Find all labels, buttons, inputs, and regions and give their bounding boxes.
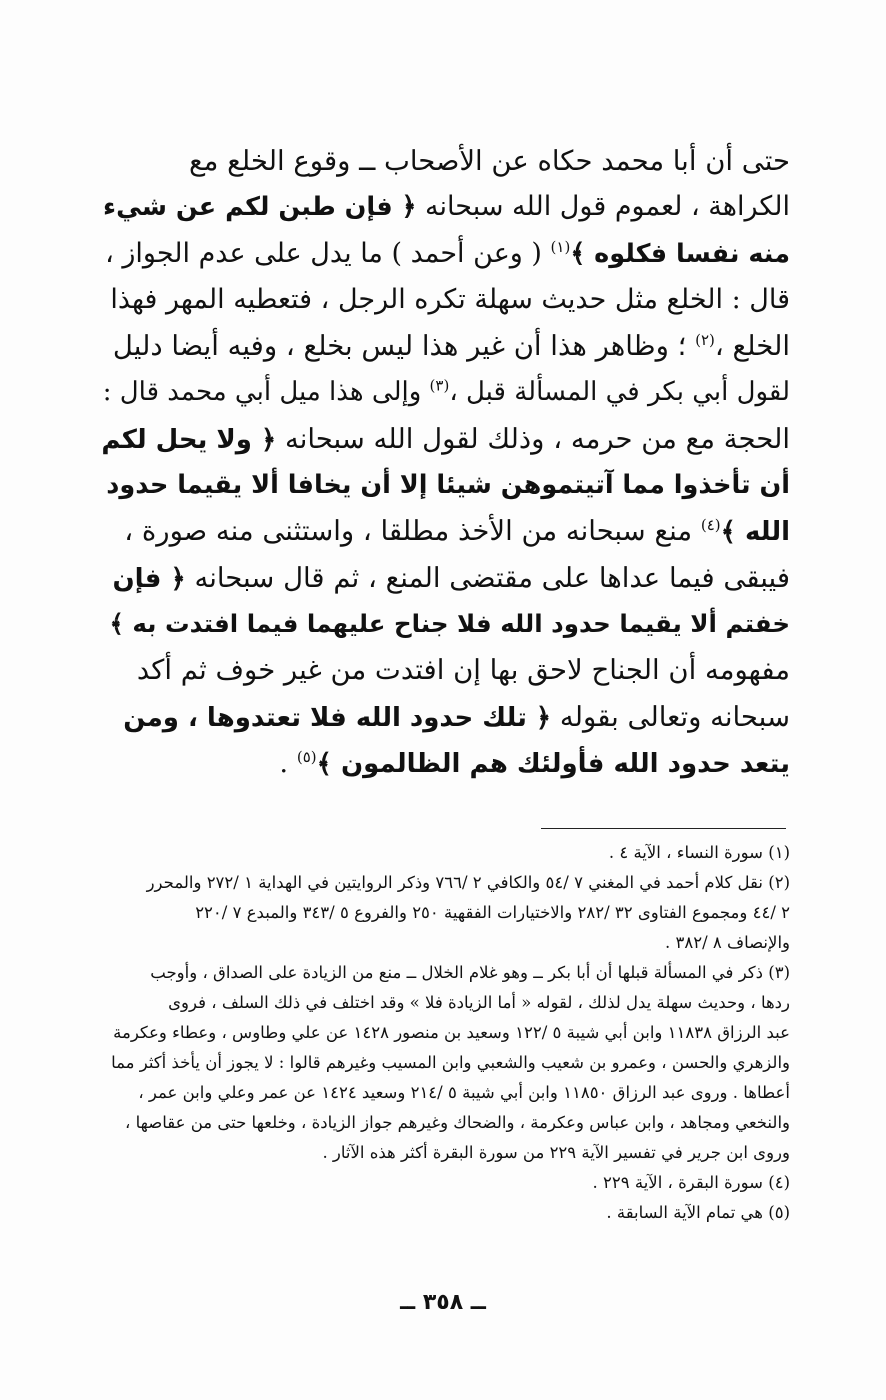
- body-text: حتى أن أبا محمد حكاه عن الأصحاب ــ وقوع الخلع مع: [189, 145, 790, 177]
- footnote: [100, 1168, 790, 1198]
- body-text: سبحانه وتعالى بقوله: [551, 700, 790, 733]
- body-text: ( وعن أحمد ) ما يدل على عدم الجواز ،: [105, 237, 551, 269]
- footnote: [100, 958, 790, 1168]
- quran-verse-text: ﴿ فإن: [112, 563, 186, 594]
- footnote-line: (١) سورة النساء ، الآية ٤ .: [608, 843, 790, 862]
- text-line: [100, 740, 790, 786]
- body-text: الحجة مع من حرمه ، وذلك لقول الله سبحانه: [276, 422, 790, 455]
- quran-verse-text: منه نفسا فكلوه ﴾: [570, 238, 790, 269]
- text-line: [100, 508, 790, 554]
- body-text: الخلع ،: [714, 330, 790, 363]
- footnote-ref: (٥): [296, 747, 317, 766]
- footnote-ref: (٤): [700, 516, 721, 535]
- footnote-line: والنخعي ومجاهد ، وابن عباس وعكرمة ، والضحاك وغيرهم جواز الزيادة ، وخلعها حتى من عقاصها ،: [125, 1113, 790, 1132]
- footnote-line: والإنصاف ٨ /٣٨٢ .: [664, 933, 790, 952]
- text-line: [100, 277, 790, 323]
- main-text-body: [100, 138, 790, 786]
- quran-verse-text: ﴿ تلك حدود الله فلا تعتدوها ، ومن: [123, 702, 552, 733]
- text-line: [100, 647, 790, 693]
- footnote-ref: (١): [550, 237, 571, 256]
- body-text: لقول أبي بكر في المسألة قبل ،: [449, 377, 790, 408]
- body-text: الكراهة ، لعموم قول الله سبحانه: [416, 191, 790, 223]
- footnote-line: أعطاها . وروى عبد الرزاق ١١٨٥٠ وابن أبي شيبة ٥ /٢١٤ وسعيد ١٤٢٤ عن عمر وعلي وابن عمر ،: [138, 1083, 790, 1102]
- footnote-ref: (٢): [695, 331, 715, 350]
- footnotes-section: [100, 838, 790, 1228]
- quran-verse-text: الله ﴾: [720, 517, 790, 548]
- quran-verse-text: ﴿ ولا يحل لكم: [101, 424, 277, 455]
- quran-verse-text: يتعد حدود الله فأولئك هم الظالمون ﴾: [316, 748, 790, 779]
- text-line: [100, 555, 790, 601]
- text-line: [100, 323, 790, 369]
- body-text: قال : الخلع مثل حديث سهلة تكره الرجل ، فتعطيه المهر فهذا: [110, 283, 790, 315]
- footnote: [100, 868, 790, 958]
- quran-verse-text: خفتم ألا يقيما حدود الله فلا جناح عليهما فيما افتدت به ﴾: [109, 608, 790, 638]
- footnote-line: وروى ابن جرير في تفسير الآية ٢٢٩ من سورة البقرة أكثر هذه الآثار .: [322, 1143, 790, 1162]
- footnote-line: (٣) ذكر في المسألة قبلها أن أبا بكر ــ وهو غلام الخلال ــ منع من الزيادة على الصداق ، وأوجب: [150, 963, 790, 982]
- page-number: ــ ٣٥٨ ــ: [400, 1290, 486, 1315]
- text-line: [100, 601, 790, 647]
- text-line: [100, 369, 790, 415]
- text-line: [100, 416, 790, 462]
- text-line: [100, 138, 790, 184]
- quran-verse-text: أن تأخذوا مما آتيتموهن شيئا إلا أن يخافا ألا يقيما حدود: [106, 470, 790, 501]
- body-text: منع سبحانه من الأخذ مطلقا ، واستثنى منه صورة ،: [124, 515, 701, 548]
- footnote-line: ردها ، وحديث سهلة يدل لذلك ، لقوله « أما الزيادة فلا » وقد اختلف في ذلك السلف ، فروى: [168, 993, 790, 1012]
- text-line: [100, 231, 790, 277]
- footnote-separator: [541, 828, 786, 829]
- text-line: [100, 462, 790, 508]
- body-text: مفهومه أن الجناح لاحق بها إن افتدت من غير خوف ثم أكد: [136, 654, 790, 687]
- text-line: [100, 694, 790, 740]
- quran-verse-text: ﴿ فإن طبن لكم عن شيء: [103, 192, 417, 223]
- footnote: [100, 838, 790, 868]
- footnote-ref: (٣): [429, 376, 450, 395]
- footnote-line: والزهري والحسن ، وعمرو بن شعيب والشعبي وابن المسيب وغيرهم قالوا : لا يجوز أن يأخذ أكثر مما: [111, 1053, 790, 1072]
- body-text: .: [279, 746, 297, 779]
- footnote-line: (٤) سورة البقرة ، الآية ٢٢٩ .: [592, 1173, 790, 1192]
- footnote-line: عبد الرزاق ١١٨٣٨ وابن أبي شيبة ٥ /١٢٢ وسعيد بن منصور ١٤٢٨ عن علي وطاوس ، وعطاء وعكرمة: [113, 1023, 790, 1042]
- text-line: [100, 184, 790, 230]
- footnote: [100, 1198, 790, 1228]
- body-text: ؛ وظاهر هذا أن غير هذا ليس بخلع ، وفيه أيضا دليل: [112, 330, 696, 363]
- footnote-line: (٢) نقل كلام أحمد في المغني ٧ /٥٤ والكافي ٢ /٧٦٦ وذكر الروايتين في الهداية ١ /٢٧٢ والمحرر: [146, 873, 790, 892]
- body-text: فيبقى فيما عداها على مقتضى المنع ، ثم قال سبحانه: [185, 561, 790, 594]
- footnote-line: ٢ /٤٤ ومجموع الفتاوى ٣٢ /٢٨٢ والاختيارات الفقهية ٢٥٠ والفروع ٥ /٣٤٣ والمبدع ٧ /٢٢٠: [195, 903, 790, 922]
- body-text: وإلى هذا ميل أبي محمد قال :: [102, 377, 430, 408]
- footnote-line: (٥) هي تمام الآية السابقة .: [606, 1203, 790, 1222]
